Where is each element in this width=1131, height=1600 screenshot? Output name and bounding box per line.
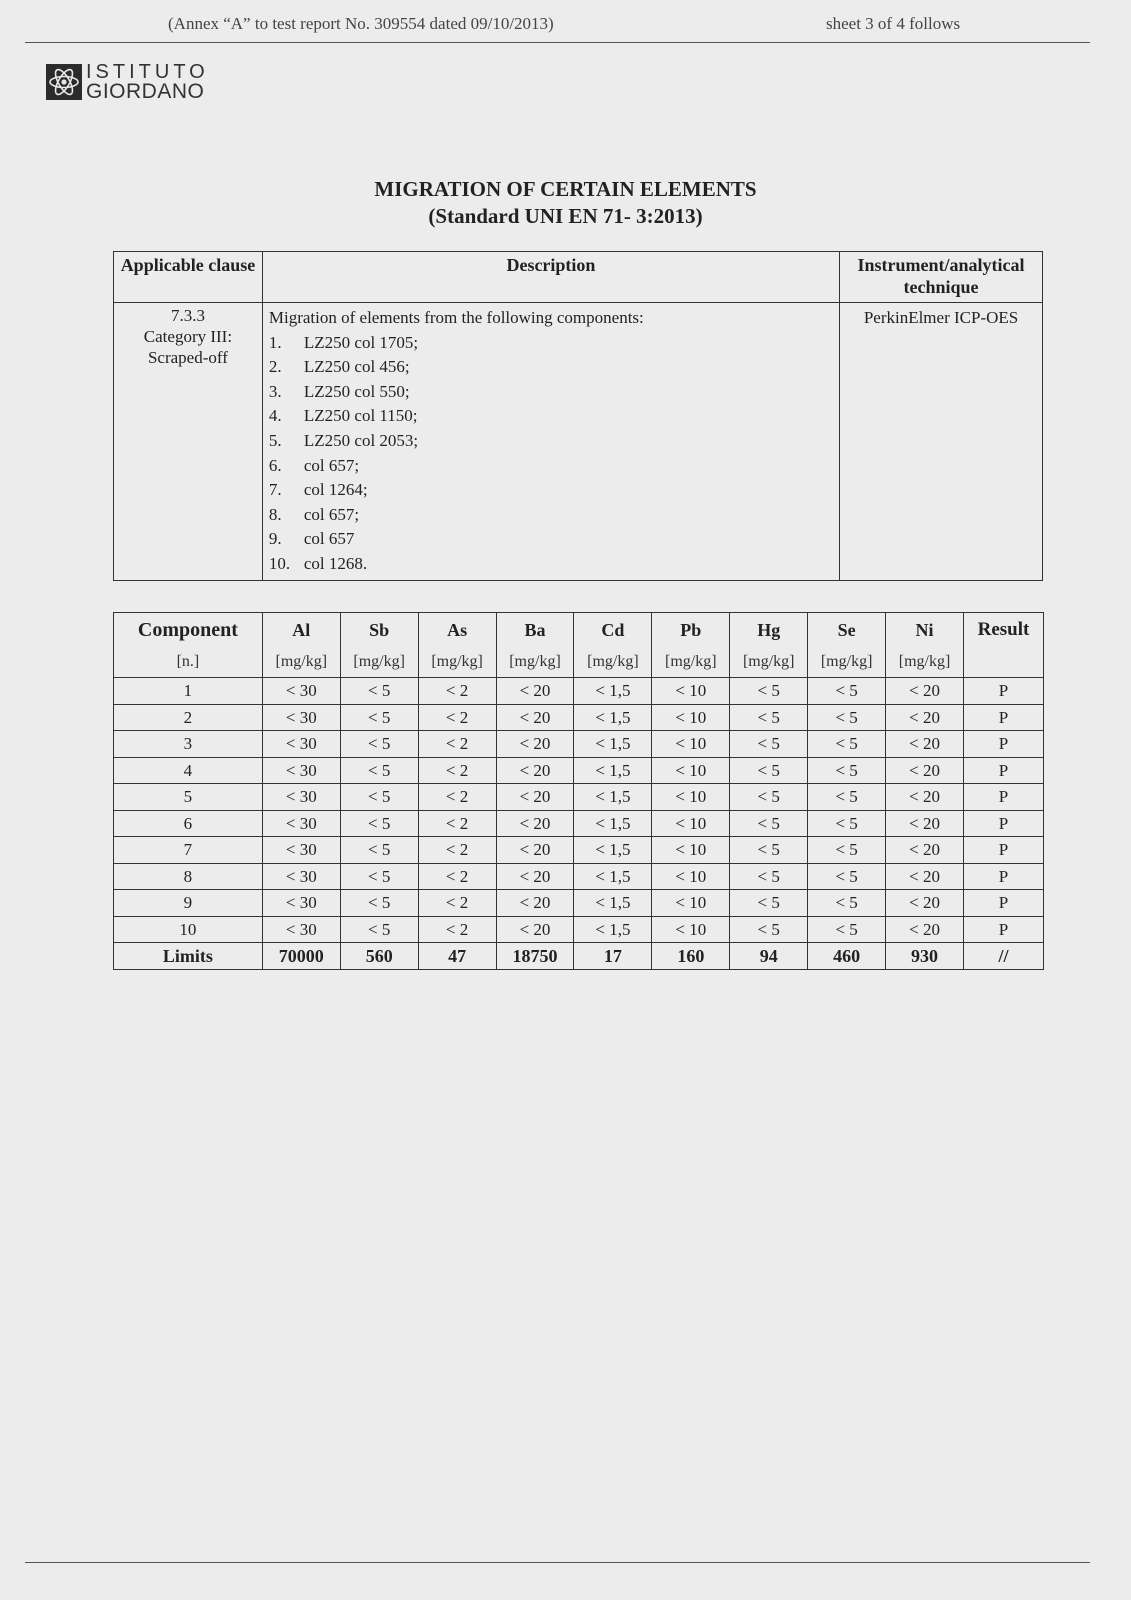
value-cell-ni: < 20 xyxy=(886,704,964,731)
table-row xyxy=(114,757,1044,784)
value-cell-sb: < 5 xyxy=(340,678,418,705)
value-cell-sb: < 5 xyxy=(340,863,418,890)
limits-row xyxy=(114,943,1044,970)
value-cell-cd: < 1,5 xyxy=(574,890,652,917)
value-cell-cd: < 1,5 xyxy=(574,810,652,837)
element-symbol: Pb xyxy=(680,620,702,640)
result-cell: P xyxy=(963,731,1043,758)
value-cell-hg: < 5 xyxy=(730,810,808,837)
table-row xyxy=(114,784,1044,811)
page-header xyxy=(0,10,1131,40)
value-cell-pb: < 10 xyxy=(652,863,730,890)
value-cell-as: < 2 xyxy=(418,810,496,837)
limit-cell-sb: 560 xyxy=(340,943,418,970)
value-cell-ni: < 20 xyxy=(886,731,964,758)
value-cell-sb: < 5 xyxy=(340,810,418,837)
value-cell-pb: < 10 xyxy=(652,837,730,864)
value-cell-sb: < 5 xyxy=(340,916,418,943)
header-element-hg xyxy=(730,613,808,678)
element-symbol: Se xyxy=(837,620,856,640)
value-cell-ba: < 20 xyxy=(496,784,574,811)
value-cell-pb: < 10 xyxy=(652,757,730,784)
value-cell-hg: < 5 xyxy=(730,731,808,758)
value-cell-ba: < 20 xyxy=(496,731,574,758)
value-cell-sb: < 5 xyxy=(340,837,418,864)
value-cell-as: < 2 xyxy=(418,731,496,758)
component-list xyxy=(269,331,833,577)
list-item-number: 5. xyxy=(268,430,282,450)
results-body xyxy=(114,678,1044,970)
list-item-text: LZ250 col 456; xyxy=(303,357,410,377)
component-number-cell: 2 xyxy=(114,704,263,731)
table-row xyxy=(114,704,1044,731)
value-cell-ba: < 20 xyxy=(496,810,574,837)
component-list-item xyxy=(269,355,833,380)
value-cell-sb: < 5 xyxy=(340,704,418,731)
value-cell-cd: < 1,5 xyxy=(574,704,652,731)
value-cell-hg: < 5 xyxy=(730,863,808,890)
value-cell-ba: < 20 xyxy=(496,837,574,864)
limit-result-cell: // xyxy=(963,943,1043,970)
list-item-text: LZ250 col 550; xyxy=(303,381,410,401)
value-cell-se: < 5 xyxy=(808,757,886,784)
table-row xyxy=(114,837,1044,864)
header-element-pb xyxy=(652,613,730,678)
header-element-ba xyxy=(496,613,574,678)
list-item-text: col 657; xyxy=(303,455,360,475)
element-symbol: Ba xyxy=(524,620,546,640)
component-number-cell: 9 xyxy=(114,890,263,917)
description-body-row xyxy=(114,303,1043,581)
table-row xyxy=(114,731,1044,758)
list-item-number: 2. xyxy=(268,357,282,377)
component-list-item xyxy=(269,503,833,528)
component-list-item xyxy=(269,380,833,405)
value-cell-cd: < 1,5 xyxy=(574,784,652,811)
result-cell: P xyxy=(963,757,1043,784)
result-cell: P xyxy=(963,784,1043,811)
value-cell-ni: < 20 xyxy=(886,863,964,890)
value-cell-ni: < 20 xyxy=(886,890,964,917)
value-cell-as: < 2 xyxy=(418,890,496,917)
component-list-item xyxy=(269,331,833,356)
element-unit: [mg/kg] xyxy=(742,653,795,670)
value-cell-as: < 2 xyxy=(418,784,496,811)
result-label: Result xyxy=(977,619,1030,640)
list-item-number: 10. xyxy=(268,553,291,573)
value-cell-ba: < 20 xyxy=(496,704,574,731)
value-cell-se: < 5 xyxy=(808,810,886,837)
limit-cell-ni: 930 xyxy=(886,943,964,970)
list-item-text: LZ250 col 1705; xyxy=(303,332,419,352)
result-cell: P xyxy=(963,704,1043,731)
list-item-number: 9. xyxy=(268,529,282,549)
limit-cell-cd: 17 xyxy=(574,943,652,970)
element-unit: [mg/kg] xyxy=(820,653,873,670)
value-cell-cd: < 1,5 xyxy=(574,863,652,890)
component-number-cell: 5 xyxy=(114,784,263,811)
value-cell-pb: < 10 xyxy=(652,890,730,917)
table-row xyxy=(114,916,1044,943)
header-result xyxy=(963,613,1043,678)
component-list-item xyxy=(269,552,833,577)
list-item-text: LZ250 col 1150; xyxy=(303,406,418,426)
result-cell: P xyxy=(963,916,1043,943)
value-cell-as: < 2 xyxy=(418,704,496,731)
description-cell xyxy=(262,303,839,581)
title-line-1: MIGRATION OF CERTAIN ELEMENTS xyxy=(374,177,757,201)
value-cell-hg: < 5 xyxy=(730,757,808,784)
value-cell-pb: < 10 xyxy=(652,731,730,758)
value-cell-cd: < 1,5 xyxy=(574,837,652,864)
value-cell-ba: < 20 xyxy=(496,757,574,784)
value-cell-ba: < 20 xyxy=(496,890,574,917)
list-item-number: 3. xyxy=(268,381,282,401)
header-element-ni xyxy=(886,613,964,678)
value-cell-sb: < 5 xyxy=(340,731,418,758)
result-cell: P xyxy=(963,837,1043,864)
element-symbol: Ni xyxy=(915,620,934,640)
value-cell-al: < 30 xyxy=(262,704,340,731)
component-list-item xyxy=(269,527,833,552)
value-cell-ba: < 20 xyxy=(496,678,574,705)
component-unit: [n.] xyxy=(176,653,200,670)
value-cell-al: < 30 xyxy=(262,731,340,758)
list-item-text: col 657; xyxy=(303,504,360,524)
value-cell-pb: < 10 xyxy=(652,678,730,705)
logo-line-2: GIORDANO xyxy=(86,80,205,103)
value-cell-al: < 30 xyxy=(262,678,340,705)
header-element-cd xyxy=(574,613,652,678)
value-cell-ni: < 20 xyxy=(886,784,964,811)
value-cell-as: < 2 xyxy=(418,863,496,890)
document-title xyxy=(0,176,1131,230)
value-cell-sb: < 5 xyxy=(340,784,418,811)
element-symbol: Al xyxy=(292,620,311,640)
istituto-giordano-logo xyxy=(46,62,246,104)
limit-cell-se: 460 xyxy=(808,943,886,970)
element-unit: [mg/kg] xyxy=(275,653,328,670)
value-cell-sb: < 5 xyxy=(340,890,418,917)
component-list-item xyxy=(269,454,833,479)
component-number-cell: 10 xyxy=(114,916,263,943)
value-cell-ni: < 20 xyxy=(886,678,964,705)
table-row xyxy=(114,890,1044,917)
value-cell-hg: < 5 xyxy=(730,678,808,705)
value-cell-pb: < 10 xyxy=(652,810,730,837)
component-list-item xyxy=(269,404,833,429)
component-number-cell: 4 xyxy=(114,757,263,784)
value-cell-hg: < 5 xyxy=(730,784,808,811)
value-cell-pb: < 10 xyxy=(652,704,730,731)
value-cell-ni: < 20 xyxy=(886,916,964,943)
list-item-text: col 1264; xyxy=(303,480,368,500)
value-cell-al: < 30 xyxy=(262,863,340,890)
results-table xyxy=(113,612,1044,970)
clause-method: Scraped-off xyxy=(147,348,228,367)
limit-cell-ba: 18750 xyxy=(496,943,574,970)
value-cell-se: < 5 xyxy=(808,863,886,890)
value-cell-al: < 30 xyxy=(262,757,340,784)
value-cell-al: < 30 xyxy=(262,837,340,864)
description-intro: Migration of elements from the following components: xyxy=(268,308,644,327)
value-cell-al: < 30 xyxy=(262,810,340,837)
value-cell-se: < 5 xyxy=(808,890,886,917)
description-table xyxy=(113,251,1043,581)
header-description: Description xyxy=(262,252,839,303)
value-cell-pb: < 10 xyxy=(652,916,730,943)
header-applicable-clause: Applicable clause xyxy=(114,252,263,303)
value-cell-hg: < 5 xyxy=(730,916,808,943)
limit-cell-as: 47 xyxy=(418,943,496,970)
value-cell-hg: < 5 xyxy=(730,890,808,917)
result-cell: P xyxy=(963,890,1043,917)
component-number-cell: 7 xyxy=(114,837,263,864)
component-list-item xyxy=(269,429,833,454)
value-cell-al: < 30 xyxy=(262,916,340,943)
logo-line-1: ISTITUTO xyxy=(86,61,209,83)
value-cell-ba: < 20 xyxy=(496,863,574,890)
value-cell-sb: < 5 xyxy=(340,757,418,784)
atom-logo-icon xyxy=(46,64,82,100)
component-number-cell: 3 xyxy=(114,731,263,758)
header-element-se xyxy=(808,613,886,678)
component-label: Component xyxy=(137,619,238,641)
table-row xyxy=(114,678,1044,705)
limit-cell-hg: 94 xyxy=(730,943,808,970)
value-cell-hg: < 5 xyxy=(730,704,808,731)
value-cell-cd: < 1,5 xyxy=(574,731,652,758)
clause-category: Category III: xyxy=(143,327,233,346)
description-header-row xyxy=(114,252,1043,303)
value-cell-se: < 5 xyxy=(808,916,886,943)
value-cell-se: < 5 xyxy=(808,704,886,731)
limit-cell-al: 70000 xyxy=(262,943,340,970)
header-element-as xyxy=(418,613,496,678)
element-unit: [mg/kg] xyxy=(898,653,951,670)
limit-cell-pb: 160 xyxy=(652,943,730,970)
value-cell-al: < 30 xyxy=(262,784,340,811)
annex-reference: (Annex “A” to test report No. 309554 dated 09/10/2013) xyxy=(168,14,554,33)
table-row xyxy=(114,863,1044,890)
element-unit: [mg/kg] xyxy=(353,653,405,670)
value-cell-ni: < 20 xyxy=(886,837,964,864)
element-unit: [mg/kg] xyxy=(431,653,483,670)
footer-divider xyxy=(25,1562,1090,1563)
component-list-item xyxy=(269,478,833,503)
value-cell-se: < 5 xyxy=(808,837,886,864)
header-element-al xyxy=(262,613,340,678)
value-cell-se: < 5 xyxy=(808,731,886,758)
value-cell-as: < 2 xyxy=(418,678,496,705)
value-cell-al: < 30 xyxy=(262,890,340,917)
list-item-text: LZ250 col 2053; xyxy=(303,430,419,450)
element-unit: [mg/kg] xyxy=(587,653,639,670)
list-item-number: 6. xyxy=(268,455,282,475)
element-unit: [mg/kg] xyxy=(509,653,561,670)
component-number-cell: 8 xyxy=(114,863,263,890)
value-cell-se: < 5 xyxy=(808,784,886,811)
value-cell-hg: < 5 xyxy=(730,837,808,864)
result-cell: P xyxy=(963,863,1043,890)
element-unit: [mg/kg] xyxy=(665,653,717,670)
list-item-number: 7. xyxy=(268,480,282,500)
header-component xyxy=(114,613,263,678)
value-cell-ba: < 20 xyxy=(496,916,574,943)
list-item-number: 4. xyxy=(268,406,282,426)
instrument-cell: PerkinElmer ICP-OES xyxy=(840,303,1043,581)
value-cell-cd: < 1,5 xyxy=(574,757,652,784)
value-cell-se: < 5 xyxy=(808,678,886,705)
limits-label-cell: Limits xyxy=(114,943,263,970)
value-cell-cd: < 1,5 xyxy=(574,916,652,943)
list-item-number: 8. xyxy=(268,504,282,524)
value-cell-as: < 2 xyxy=(418,837,496,864)
result-cell: P xyxy=(963,810,1043,837)
header-instrument: Instrument/analytical technique xyxy=(840,252,1043,303)
element-symbol: Hg xyxy=(757,620,781,640)
element-symbol: Cd xyxy=(601,620,625,640)
list-item-text: col 1268. xyxy=(303,553,368,573)
sheet-indicator: sheet 3 of 4 follows xyxy=(826,14,961,33)
value-cell-as: < 2 xyxy=(418,916,496,943)
value-cell-as: < 2 xyxy=(418,757,496,784)
value-cell-ni: < 20 xyxy=(886,810,964,837)
title-line-2: (Standard UNI EN 71- 3:2013) xyxy=(428,204,703,228)
value-cell-cd: < 1,5 xyxy=(574,678,652,705)
clause-number: 7.3.3 xyxy=(170,306,205,325)
element-symbol: As xyxy=(447,620,468,640)
value-cell-ni: < 20 xyxy=(886,757,964,784)
results-header-row xyxy=(114,613,1044,678)
element-symbol: Sb xyxy=(369,620,390,640)
header-element-sb xyxy=(340,613,418,678)
clause-cell xyxy=(114,303,263,581)
component-number-cell: 1 xyxy=(114,678,263,705)
header-divider xyxy=(25,42,1090,43)
list-item-number: 1. xyxy=(268,332,282,352)
list-item-text: col 657 xyxy=(303,529,355,549)
table-row xyxy=(114,810,1044,837)
value-cell-pb: < 10 xyxy=(652,784,730,811)
result-cell: P xyxy=(963,678,1043,705)
component-number-cell: 6 xyxy=(114,810,263,837)
